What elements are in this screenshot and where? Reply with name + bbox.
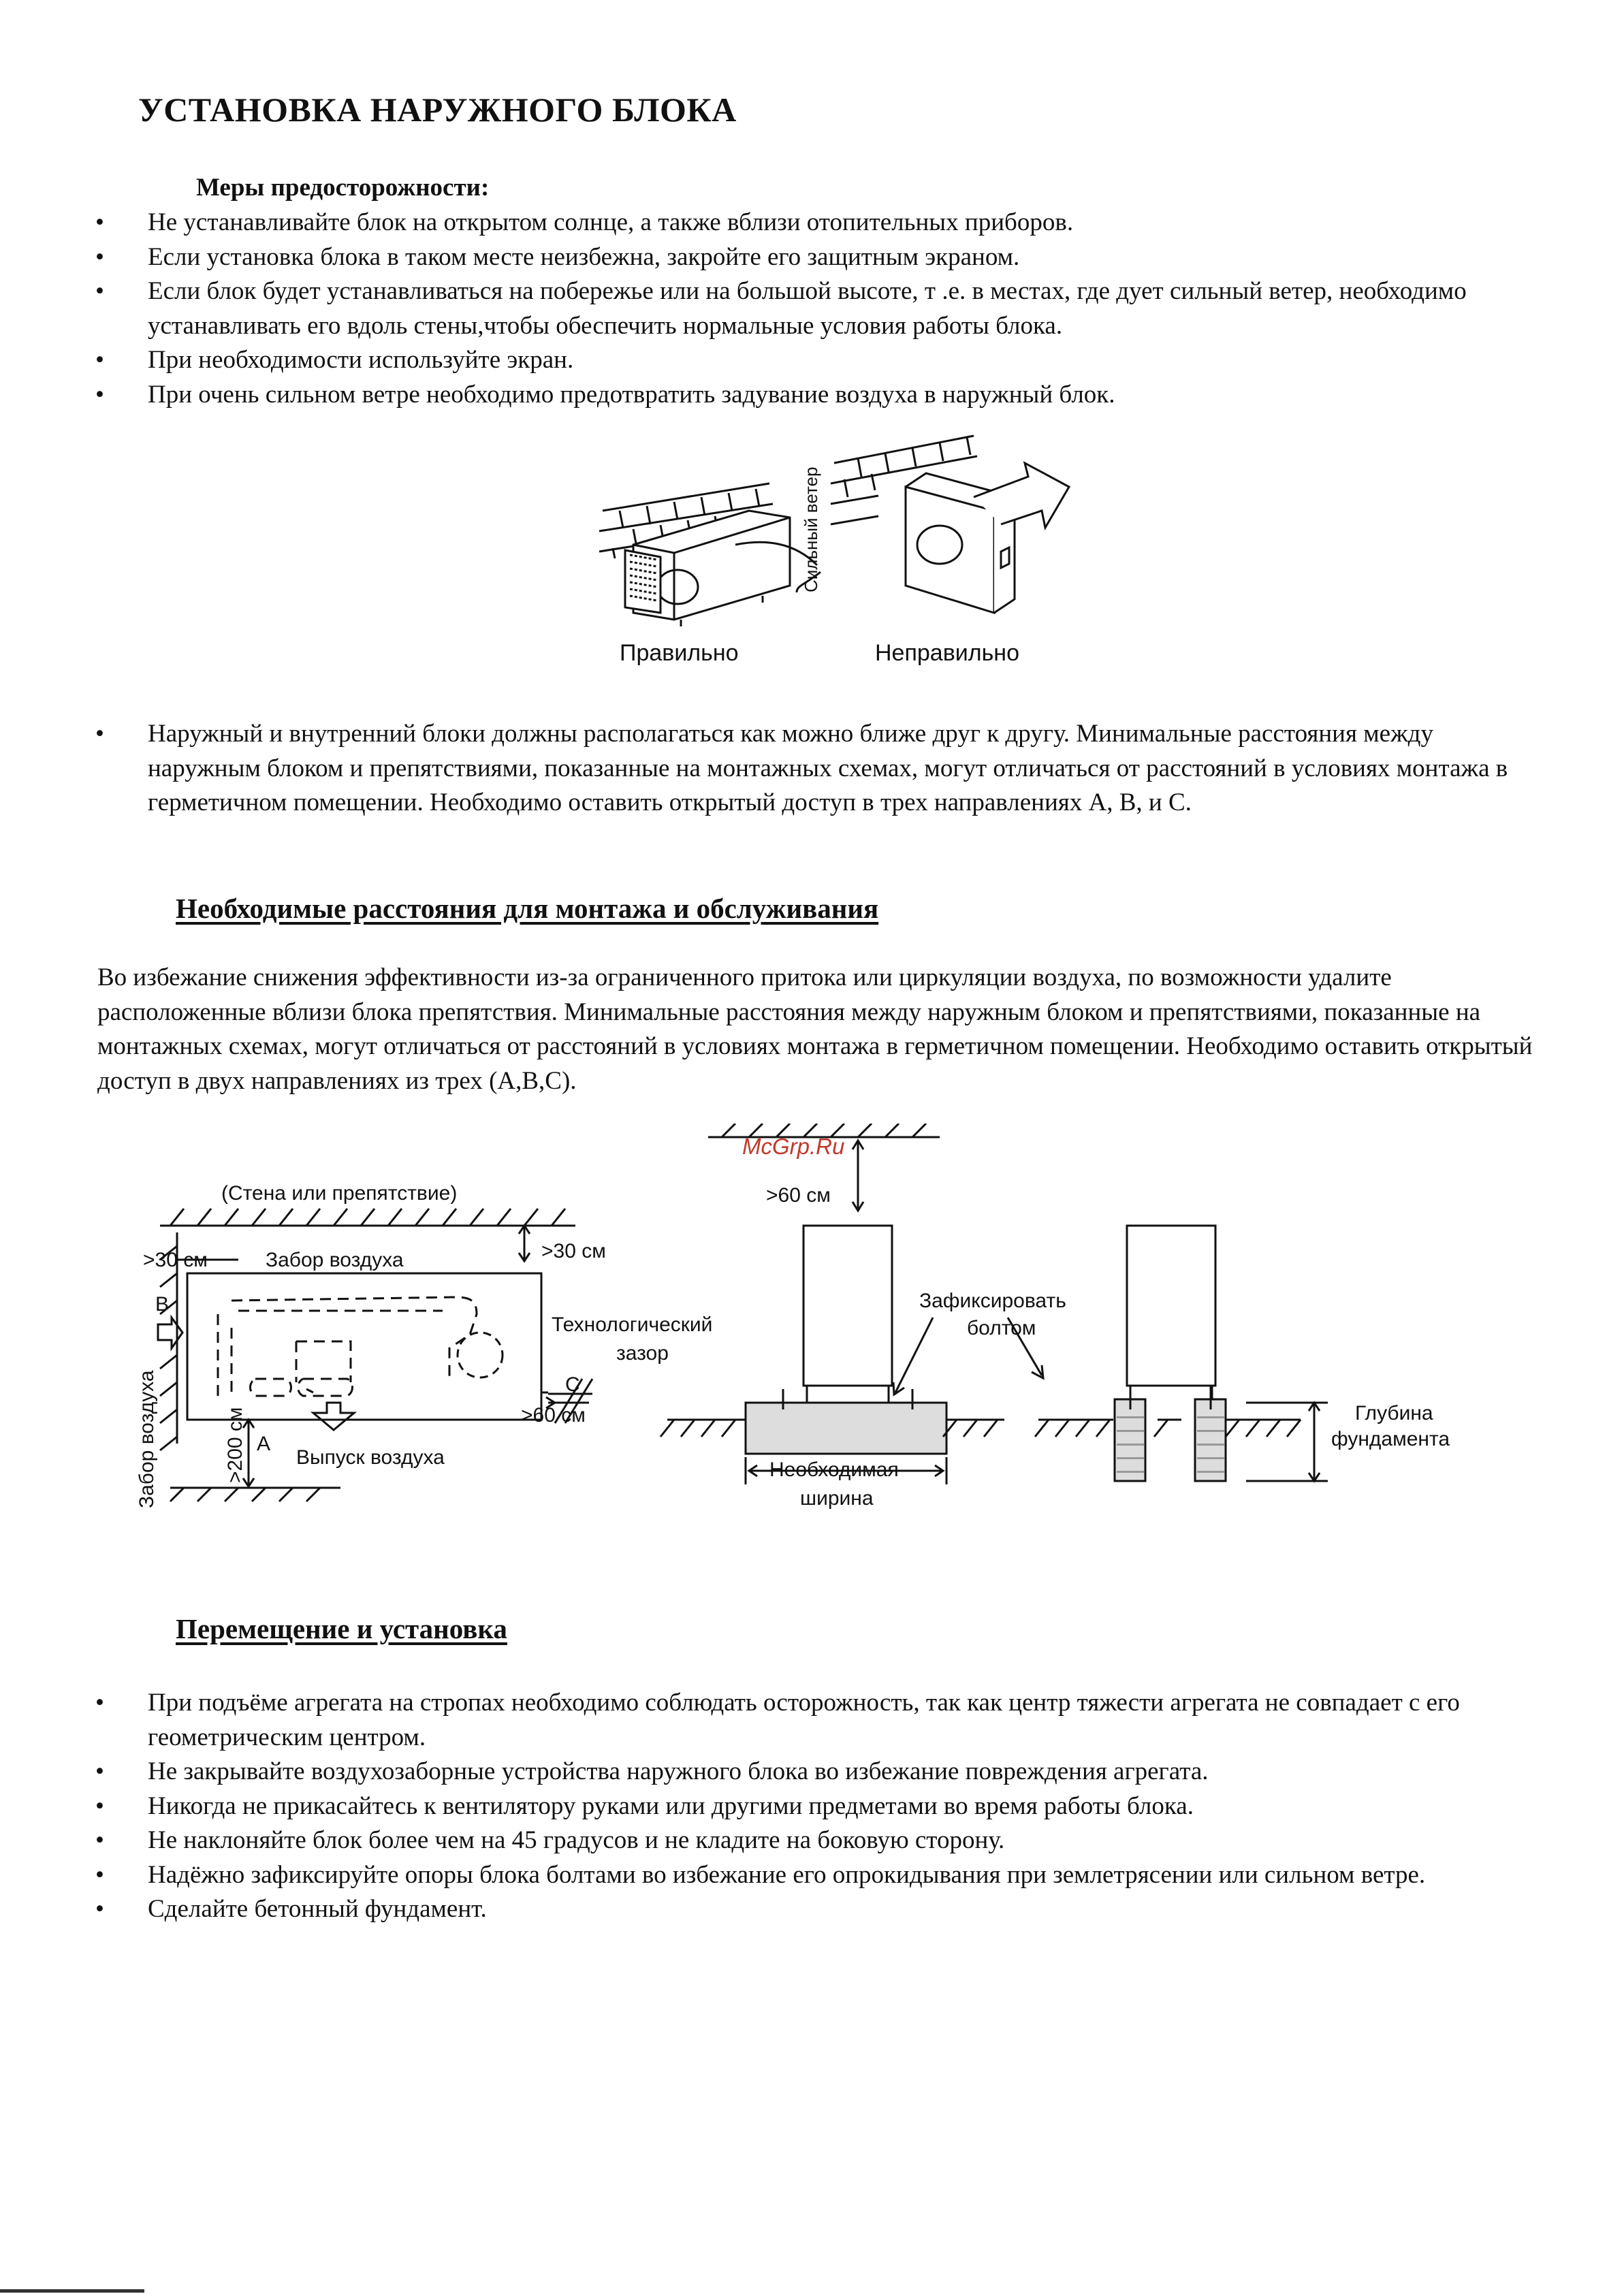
list-item: • Надёжно зафиксируйте опоры блока болтами во избежание его опрокидывания при землетрясении или сильном ветре. <box>95 1858 1539 1893</box>
air-intake-top: Забор воздуха <box>266 1249 404 1271</box>
bullet: • <box>95 208 104 236</box>
moving-heading: Перемещение и установка <box>176 1613 507 1644</box>
depth-label-1: Глубина <box>1355 1402 1433 1424</box>
dim-200: >200 см <box>224 1407 246 1483</box>
wind-figure <box>592 409 1096 681</box>
letter-c: C <box>565 1373 580 1396</box>
tech-gap-2: зазор <box>616 1342 669 1365</box>
label-wrong: Неправильно <box>875 640 1019 666</box>
dim-60-top: >60 см <box>766 1184 831 1207</box>
bullet: • <box>95 1860 104 1889</box>
clearance-paragraph: Во избежание снижения эффективности из-за ограниченного притока или циркуляции воздуха, по возможности удалите расположенные вблизи блока препятствия. Минимальные расстояния между наружным блоком и препятствиями, показанные на монтажных схемах, могут отличаться от расстояний в условиях монтажа в герметичном помещении. Необходимо оставить открытый доступ в двух направлениях из трех (A,B,C). <box>97 963 1533 1095</box>
dim-30-right: >30 см <box>541 1240 606 1262</box>
bullet: • <box>95 346 104 374</box>
air-intake-side: Забор воздуха <box>136 1370 158 1508</box>
proximity-list <box>95 717 1539 821</box>
watermark: McGrp.Ru <box>742 1134 845 1159</box>
bullet: • <box>95 242 104 271</box>
clearance-figure <box>129 1124 1491 1532</box>
protective-screen <box>625 550 660 613</box>
bullet: • <box>95 1791 104 1820</box>
wall-label: (Стена или препятствие) <box>221 1182 458 1205</box>
list-item: • Сделайте бетонный фундамент. <box>95 1892 1539 1927</box>
moving-list <box>95 1686 1539 1927</box>
list-item: • При очень сильном ветре необходимо предотвратить задувание воздуха в наружный блок. <box>95 378 1539 413</box>
precautions-list <box>95 206 1539 412</box>
list-item: • Не закрывайте воздухозаборные устройства наружного блока во избежание повреждения агрегата. <box>95 1755 1539 1789</box>
air-outlet: Выпуск воздуха <box>296 1446 445 1469</box>
depth-label-2: фундамента <box>1331 1428 1450 1450</box>
bullet: • <box>95 1826 104 1854</box>
dim-30-left: >30 см <box>143 1249 208 1271</box>
width-label-1: Необходимая <box>769 1459 899 1481</box>
wind-label: Сильный ветер <box>801 466 821 592</box>
precautions-heading: Меры предосторожности: <box>196 174 490 202</box>
footer-bar <box>0 2289 144 2293</box>
list-item: • При необходимости используйте экран. <box>95 343 1539 378</box>
width-label-2: ширина <box>800 1487 874 1510</box>
label-correct: Правильно <box>620 640 739 666</box>
list-item: • Наружный и внутренний блоки должны располагаться как можно ближе друг к другу. Минимальные расстояния между наружным блоком и препятствиями, показанные на монтажных схемах, могут отличаться от расстояний в условиях монтажа в герметичном помещении. Необходимо оставить открытый доступ в трех направлениях A, B, и C. <box>95 717 1539 821</box>
letter-a: A <box>257 1433 271 1455</box>
outdoor-unit-correct <box>625 511 790 626</box>
bullet: • <box>95 1895 104 1923</box>
clearance-heading: Необходимые расстояния для монтажа и обслуживания <box>176 893 879 924</box>
fix-bolt-1: Зафиксировать <box>919 1290 1066 1312</box>
list-item: • Никогда не прикасайтесь к вентилятору руками или другими предметами во время работы блока. <box>95 1789 1539 1824</box>
page-title: УСТАНОВКА НАРУЖНОГО БЛОКА <box>138 91 737 129</box>
bullet: • <box>95 1689 104 1717</box>
tech-gap-1: Технологический <box>552 1313 713 1336</box>
side-view-foundation <box>1035 1226 1328 1481</box>
bullet: • <box>95 1757 104 1785</box>
list-item: • Не устанавливайте блок на открытом солнце, а также вблизи отопительных приборов. <box>95 206 1539 240</box>
bullet: • <box>95 277 104 305</box>
dim-60-c: >60 см <box>521 1404 586 1427</box>
bullet: • <box>95 720 104 748</box>
list-item: • Если блок будет устанавливаться на побережье или на большой высоте, т .е. в местах, где дует сильный ветер, необходимо устанавливать его вдоль стены,чтобы обеспечить нормальные условия работы блока. <box>95 274 1539 343</box>
letter-b: B <box>155 1293 170 1316</box>
fix-bolt-2: болтом <box>967 1317 1036 1339</box>
list-item: • При подъёме агрегата на стропах необходимо соблюдать осторожность, так как центр тяжести агрегата не совпадает с его геометрическим центром. <box>95 1686 1539 1755</box>
bullet: • <box>95 380 104 409</box>
list-item: • Если установка блока в таком месте неизбежна, закройте его защитным экраном. <box>95 240 1539 275</box>
list-item: • Не наклоняйте блок более чем на 45 градусов и не кладите на боковую сторону. <box>95 1823 1539 1858</box>
outdoor-unit-wrong <box>906 463 1069 613</box>
